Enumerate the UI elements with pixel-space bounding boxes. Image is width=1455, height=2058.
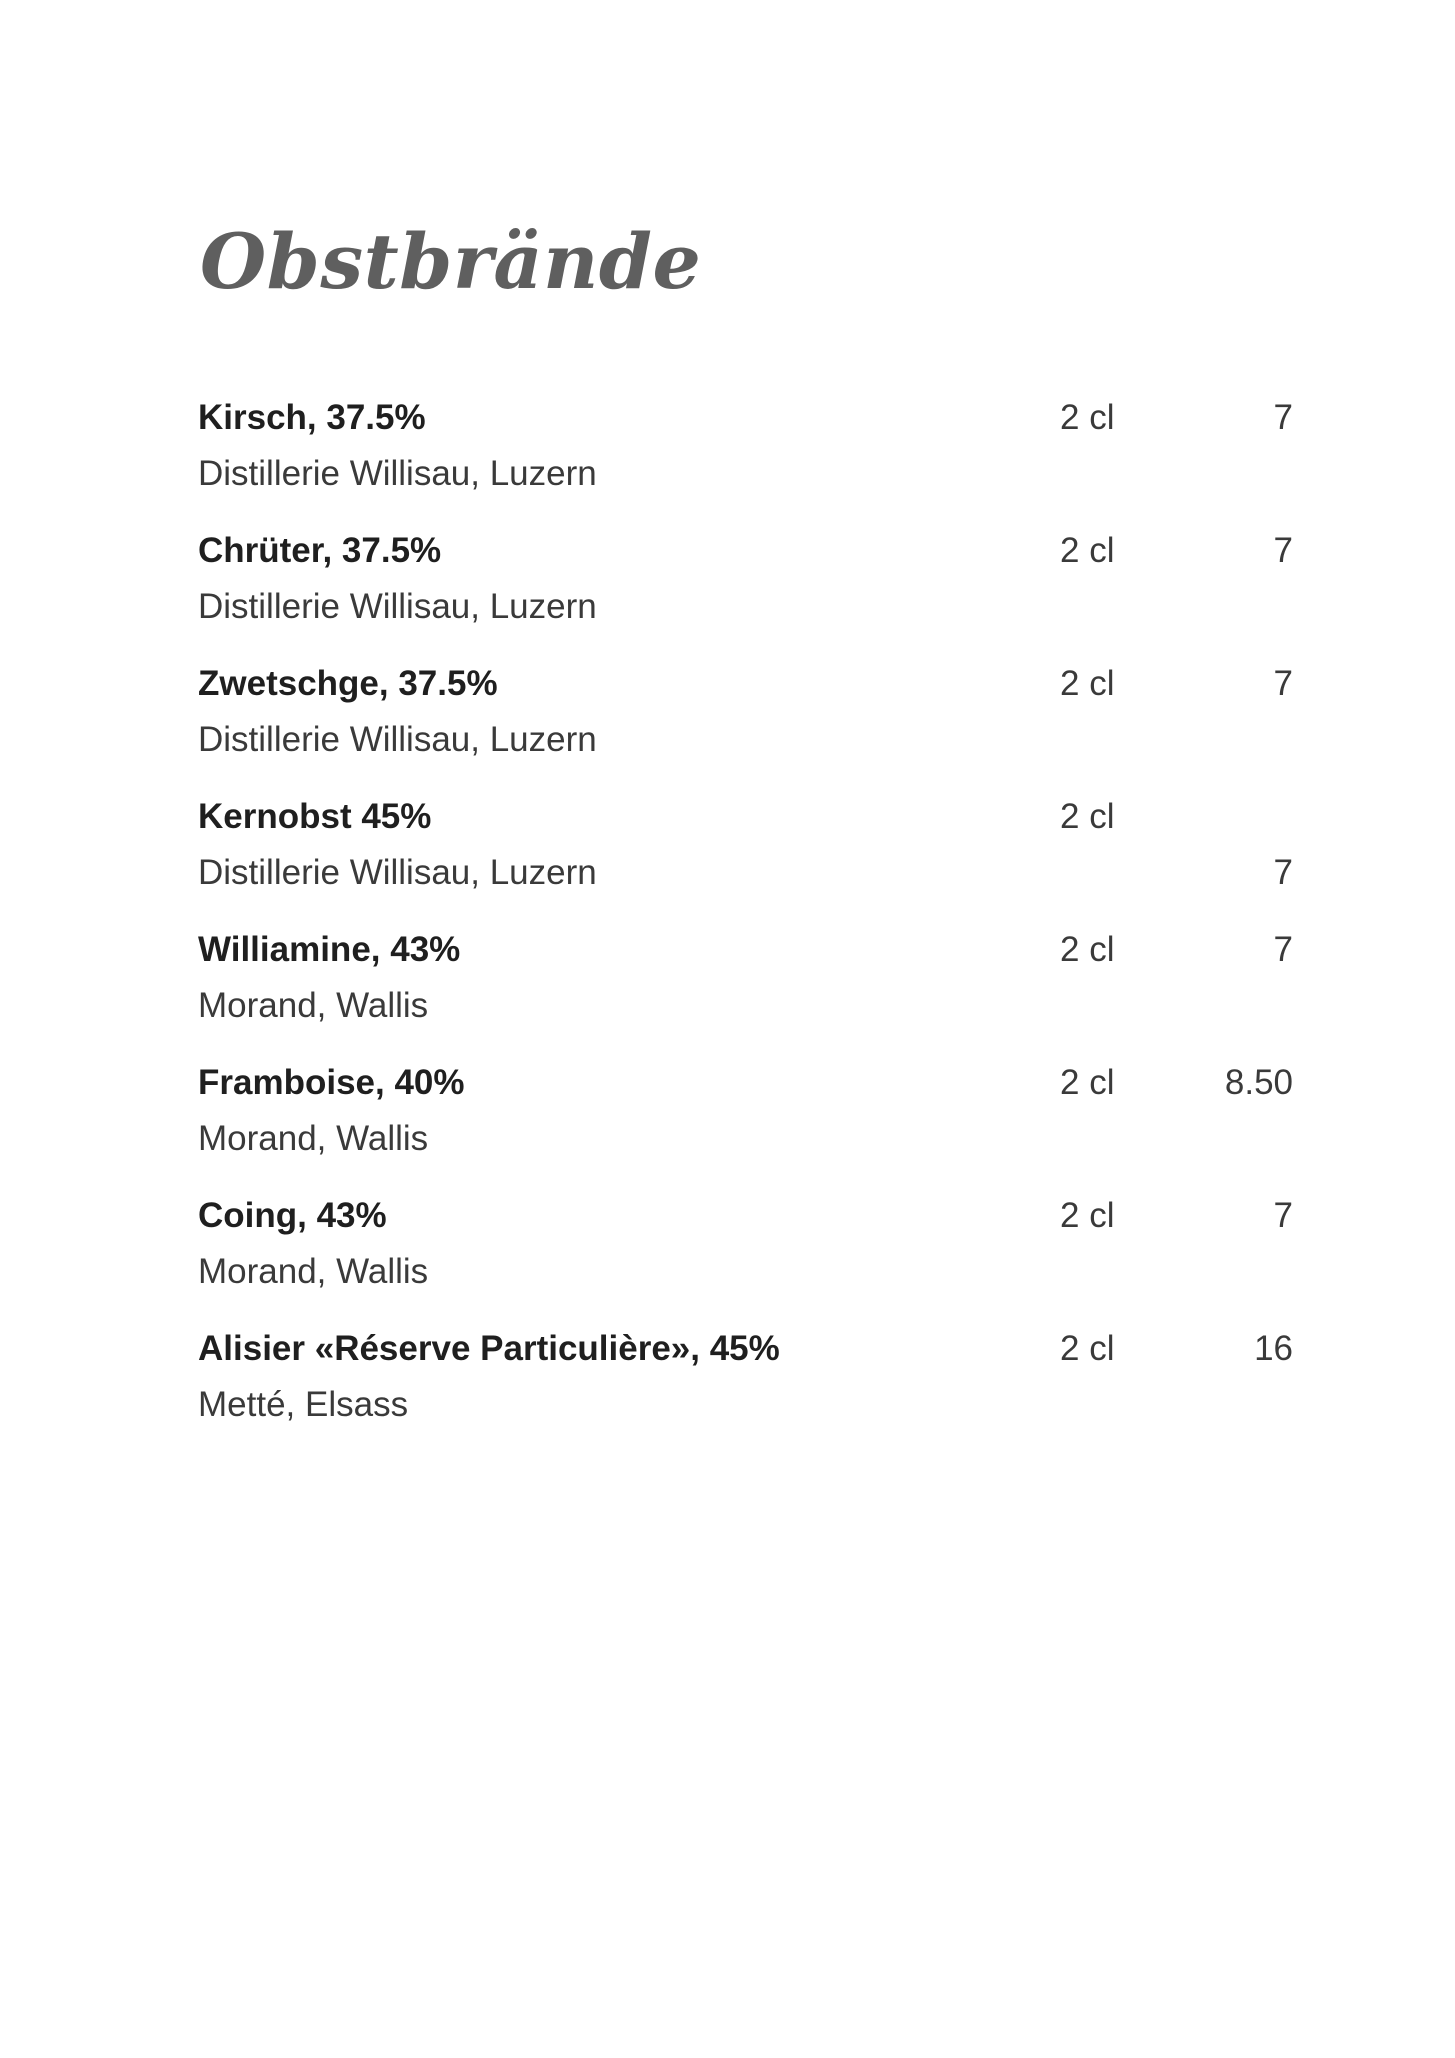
item-volume: 2 cl xyxy=(1060,398,1115,437)
item-name: Kernobst 45% xyxy=(198,797,432,836)
item-name: Williamine, 43% xyxy=(198,930,461,969)
item-volume: 2 cl xyxy=(1060,1063,1115,1102)
menu-item-framboise xyxy=(198,1053,1293,1186)
item-name: Alisier «Réserve Particulière», 45% xyxy=(198,1329,780,1368)
item-origin: Metté, Elsass xyxy=(198,1385,409,1424)
item-name: Framboise, 40% xyxy=(198,1063,465,1102)
page-title: Obstbrände xyxy=(200,217,702,306)
item-origin: Morand, Wallis xyxy=(198,1252,429,1291)
item-price: 7 xyxy=(1273,1196,1293,1235)
menu-item-alisier xyxy=(198,1319,1293,1452)
item-origin: Distillerie Willisau, Luzern xyxy=(198,720,597,759)
item-name: Kirsch, 37.5% xyxy=(198,398,426,437)
item-volume: 2 cl xyxy=(1060,930,1115,969)
item-origin: Morand, Wallis xyxy=(198,986,429,1025)
item-price: 7 xyxy=(1273,853,1293,892)
item-origin: Distillerie Willisau, Luzern xyxy=(198,587,597,626)
menu-item-kernobst xyxy=(198,787,1293,920)
item-volume: 2 cl xyxy=(1060,664,1115,703)
menu-item-list xyxy=(198,388,1293,1452)
menu-item-chrueter xyxy=(198,521,1293,654)
item-price: 16 xyxy=(1254,1329,1293,1368)
item-name: Zwetschge, 37.5% xyxy=(198,664,498,703)
item-volume: 2 cl xyxy=(1060,797,1115,836)
item-price: 7 xyxy=(1273,531,1293,570)
item-origin: Distillerie Willisau, Luzern xyxy=(198,454,597,493)
item-price: 7 xyxy=(1273,930,1293,969)
item-price: 8.50 xyxy=(1224,1063,1293,1102)
menu-item-coing xyxy=(198,1186,1293,1319)
item-origin: Morand, Wallis xyxy=(198,1119,429,1158)
item-price: 7 xyxy=(1273,664,1293,703)
item-name: Coing, 43% xyxy=(198,1196,387,1235)
menu-item-williamine xyxy=(198,920,1293,1053)
menu-item-zwetschge xyxy=(198,654,1293,787)
item-origin: Distillerie Willisau, Luzern xyxy=(198,853,597,892)
item-volume: 2 cl xyxy=(1060,531,1115,570)
item-volume: 2 cl xyxy=(1060,1196,1115,1235)
item-volume: 2 cl xyxy=(1060,1329,1115,1368)
item-name: Chrüter, 37.5% xyxy=(198,531,442,570)
menu-item-kirsch xyxy=(198,388,1293,521)
item-price: 7 xyxy=(1273,398,1293,437)
